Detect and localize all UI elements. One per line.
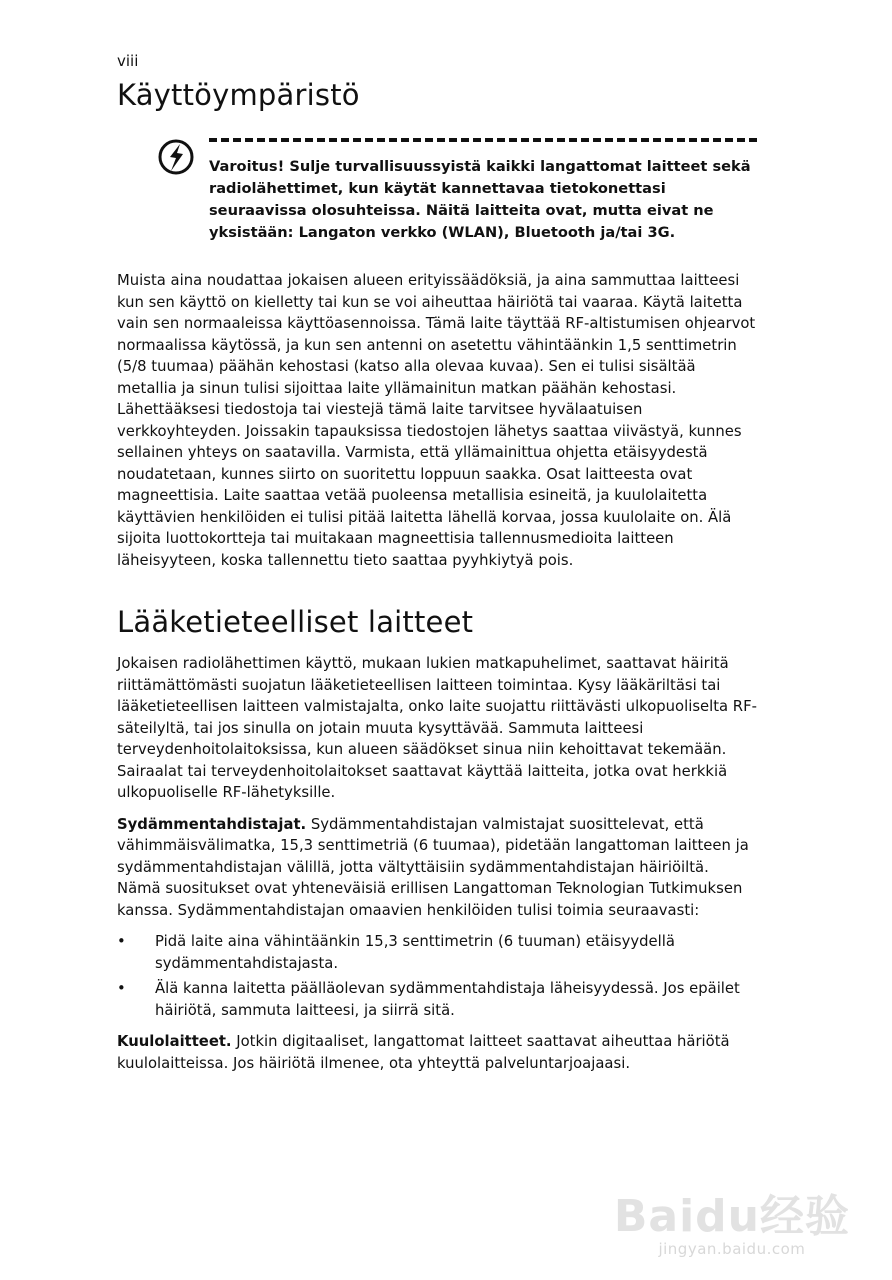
pacemaker-paragraph bbox=[117, 814, 757, 922]
environment-paragraph: Muista aina noudattaa jokaisen alueen erityissäädöksiä, ja aina sammuttaa laitteesi kun sen käyttö on kielletty tai kun se voi aiheuttaa häiriötä tai vaaraa. Käytä laitetta vain sen normaaleissa käyttöasennoissa. Tämä laite täyttää RF-altistumisen ohjearvot normaalissa käytössä, ja kun sen antenni on asetettu vähintäänkin 1,5 senttimetrin (5/8 tuumaa) päähän kehostasi (katso alla olevaa kuvaa). Sen ei tulisi sisältää metallia ja sinun tulisi sijoittaa laite yllämainitun matkan päähän kehostasi. Lähettääksesi tiedostoja tai viestejä tämä laite tarvitsee hyvälaatuisen verkkoyhteyden. Joissakin tapauksissa tiedostojen lähetys saattaa viivästyä, kunnes sellainen yhteys on saatavilla. Varmista, että yllämainittua ohjetta etäisyydestä noudatetaan, kunnes siirto on suoritettu loppuun saakka. Osat laitteesta ovat magneettisia. Laite saattaa vetää puoleensa metallisia esineitä, ja kuulolaitetta käyttävien henkilöiden ei tulisi pitää laitetta lähellä korvaa, jossa kuulolaite on. Älä sijoita luottokortteja tai muitakaan magneettisia tallennusmedioita laitteen läheisyyteen, koska tallennettu tieto saattaa pyyhkiytyä pois. bbox=[117, 272, 756, 569]
warning-box bbox=[157, 138, 757, 244]
pacemaker-text: Sydämmentahdistajan valmistajat suosittelevat, että vähimmäisvälimatka, 15,3 senttimetriä (6 tuumaa), pidetään langattoman laitteen ja sydämmentahdistajan välillä, jotta vältyttäisiin sydämmentahdistajan häiriöiltä. Nämä suositukset ovat yhteneväisiä erillisen Langattoman Teknologian Tutkimuksen kanssa. Sydämmentahdistajan omaavien henkilöiden tulisi toimia seuraavasti: bbox=[117, 815, 749, 919]
section-title-environment: Käyttöympäristö bbox=[117, 78, 360, 112]
baidu-watermark bbox=[613, 1191, 850, 1258]
list-item: • Pidä laite aina vähintäänkin 15,3 senttimetrin (6 tuuman) etäisyydellä sydämmentahdistajasta. bbox=[117, 931, 757, 974]
hearing-aid-text: Jotkin digitaaliset, langattomat laitteet saattavat aiheuttaa häriötä kuulolaitteissa. Jos häiriötä ilmenee, ota yhteyttä palveluntarjoajaasi. bbox=[117, 1033, 730, 1072]
pacemaker-bullet-list bbox=[117, 931, 757, 1021]
pacemaker-label: Sydämmentahdistajat. bbox=[117, 815, 307, 833]
document-page bbox=[117, 52, 757, 1084]
list-item: • Älä kanna laitetta päälläolevan sydämmentahdistaja läheisyydessä. Jos epäilet häiriötä, sammuta laitteesi, ja siirrä sitä. bbox=[117, 978, 757, 1021]
section-title-medical-devices: Lääketieteelliset laitteet bbox=[117, 605, 474, 639]
warning-dashed-rule bbox=[209, 138, 757, 142]
hearing-aid-paragraph bbox=[117, 1031, 757, 1074]
watermark-url: jingyan.baidu.com bbox=[658, 1240, 806, 1258]
lightning-warning-icon bbox=[157, 138, 195, 176]
watermark-logo: Baidu经验 bbox=[613, 1191, 850, 1242]
hearing-aid-label: Kuulolaitteet. bbox=[117, 1033, 232, 1050]
medical-intro-paragraph: Jokaisen radiolähettimen käyttö, mukaan lukien matkapuhelimet, saattavat häiritä riittämättömästi suojatun lääketieteellisen laitteen toimintaa. Kysy lääkäriltäsi tai lääketieteellisen laitteen valmistajalta, onko laite suojattu riittävästi ulkopuoliselta RF-säteilyltä, tai jos sinulla on jotain muuta kysyttävää. Sammuta laitteesi terveydenhoitolaitoksissa, kun alueen säädökset sinua niin kehoittavat tekemään. Sairaalat tai terveydenhoitolaitokset saattavat käyttää laitteita, jotka ovat herkkiä ulkopuoliselle RF-lähetyksille. bbox=[117, 655, 757, 801]
page-number: viii bbox=[117, 52, 139, 70]
warning-text: Varoitus! Sulje turvallisuussyistä kaikki langattomat laitteet sekä radiolähettimet, kun käytät kannettavaa tietokonettasi seuraavissa olosuhteissa. Näitä laitteita ovat, mutta eivat ne yksistään: Langaton verkko (WLAN), Bluetooth ja/tai 3G. bbox=[209, 158, 751, 241]
